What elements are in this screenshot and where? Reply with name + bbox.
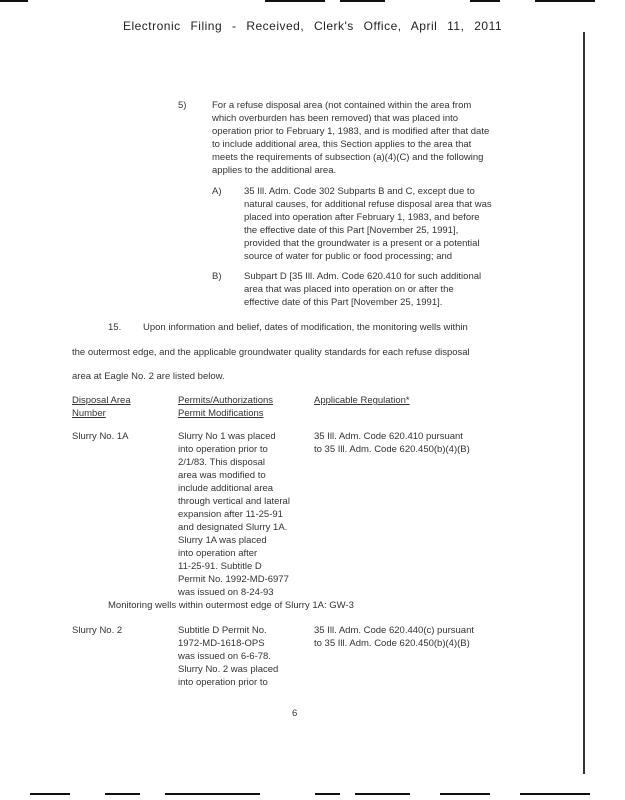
scan-mark [105, 793, 140, 795]
text-line: 11-25-91. Subtitle D [178, 561, 262, 572]
text-line: area was modified to [178, 470, 266, 481]
para5-number: 5) [178, 100, 187, 111]
scan-mark [355, 793, 410, 795]
text-line: 2/1/83. This disposal [178, 457, 265, 468]
header-line: Permits/Authorizations [178, 395, 274, 406]
text-line: applies to the additional area. [212, 165, 337, 176]
text-line: 35 Ill. Adm. Code 302 Subparts B and C, except due to [244, 186, 475, 197]
text-line: provided that the groundwater is a present or a potential [244, 238, 480, 249]
text-line: include additional area [178, 483, 274, 494]
scan-mark [0, 0, 28, 2]
scan-mark [315, 793, 340, 795]
text-line: and designated Slurry 1A. [178, 522, 288, 533]
subA-label: A) [212, 186, 222, 197]
scan-mark [440, 793, 490, 795]
scan-mark [470, 0, 500, 2]
scan-mark [340, 0, 385, 2]
row1-area: Slurry No. 1A [72, 431, 129, 442]
scan-mark [520, 793, 590, 795]
monitoring-wells-note: Monitoring wells within outermost edge of Slurry 1A: GW-3 [108, 600, 354, 611]
header-line: Permit Modifications [178, 408, 264, 419]
text-line: into operation after [178, 548, 258, 559]
text-line: to 35 Ill. Adm. Code 620.450(b)(4)(B) [314, 638, 470, 649]
text-line: operation prior to February 1, 1983, and is modified after that date [212, 126, 490, 137]
row2-regulation [314, 624, 574, 650]
subA-body [244, 185, 574, 263]
text-line: 1972-MD-1618-OPS [178, 638, 265, 649]
text-line: which overburden has been removed) that was placed into [212, 113, 459, 124]
para5-body [212, 99, 572, 177]
text-line: to 35 Ill. Adm. Code 620.450(b)(4)(B) [314, 444, 470, 455]
text-line: For a refuse disposal area (not contained within the area from [212, 100, 472, 111]
text-line: Subpart D [35 Ill. Adm. Code 620.410 for such additional [244, 271, 482, 282]
filing-stamp: Electronic Filing - Received, Clerk's Office, April 11, 2011 [122, 19, 503, 33]
text-line: was issued on 8-24-93 [178, 587, 274, 598]
header-line: Number [72, 408, 106, 419]
row1-regulation [314, 430, 574, 456]
text-line: meets the requirements of subsection (a)(4)(C) and the following [212, 152, 484, 163]
text-line: Slurry No 1 was placed [178, 431, 276, 442]
text-line: Slurry No. 2 was placed [178, 664, 279, 675]
header-line: Disposal Area [72, 395, 131, 406]
scan-mark [535, 0, 595, 2]
subB-label: B) [212, 271, 222, 282]
scan-mark [30, 793, 70, 795]
text-line: Subtitle D Permit No. [178, 625, 267, 636]
scan-border-right [583, 32, 585, 774]
text-line: placed into operation after February 1, 1983, and before [244, 212, 480, 223]
subB-body [244, 270, 574, 309]
col-header-disposal-area [72, 394, 131, 420]
text-line: the effective date of this Part [November 25, 1991], [244, 225, 459, 236]
text-line: was issued on 6-6-78. [178, 651, 271, 662]
text-line: 35 Ill. Adm. Code 620.440(c) pursuant [314, 625, 475, 636]
row1-permit [178, 430, 308, 599]
scan-mark [265, 0, 325, 2]
text-line: 35 Ill. Adm. Code 620.410 pursuant [314, 431, 463, 442]
para15-line1: Upon information and belief, dates of modification, the monitoring wells within [143, 322, 468, 333]
text-line: source of water for public or food processing; and [244, 251, 453, 262]
text-line: to include additional area, this Section applies to the area that [212, 139, 472, 150]
text-line: Permit No. 1992-MD-6977 [178, 574, 289, 585]
text-line: through vertical and lateral [178, 496, 290, 507]
text-line: natural causes, for additional refuse disposal area that was [244, 199, 492, 210]
text-line: effective date of this Part [November 25, 1991]. [244, 297, 443, 308]
text-line: expansion after 11-25-91 [178, 509, 283, 520]
text-line: area that was placed into operation on or after the [244, 284, 454, 295]
page-number: 6 [292, 708, 298, 719]
text-line: Slurry 1A was placed [178, 535, 267, 546]
col-header-regulation: Applicable Regulation* [314, 395, 410, 406]
row2-area: Slurry No. 2 [72, 625, 123, 636]
col-header-permits [178, 394, 273, 420]
para15-line3: area at Eagle No. 2 are listed below. [72, 371, 225, 382]
para15-number: 15. [108, 322, 122, 333]
scan-mark [165, 793, 260, 795]
row2-permit [178, 624, 308, 689]
para15-line2: the outermost edge, and the applicable groundwater quality standards for each refuse disposal [72, 347, 470, 358]
text-line: into operation prior to [178, 444, 268, 455]
text-line: into operation prior to [178, 677, 268, 688]
